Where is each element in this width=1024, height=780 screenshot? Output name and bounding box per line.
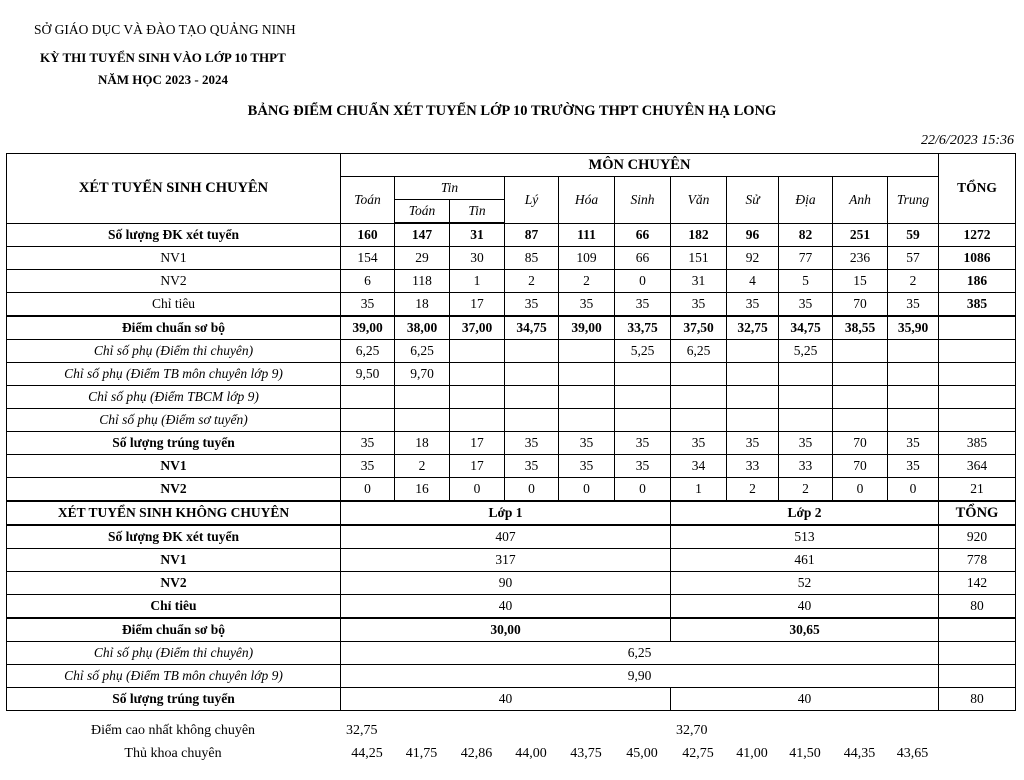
subject-van: Văn <box>671 177 727 224</box>
chuyen-value-cell: 33 <box>727 455 779 478</box>
chuyen-value-cell <box>615 386 671 409</box>
subject-trung: Trung <box>888 177 939 224</box>
chuyen-value-cell: 66 <box>615 247 671 270</box>
chuyen-value-cell: 87 <box>505 223 559 247</box>
chuyen-value-cell <box>395 386 450 409</box>
chuyen-row-label: NV1 <box>7 455 341 478</box>
max-score-class2: 32,70 <box>676 722 708 738</box>
chuyen-value-cell: 34 <box>671 455 727 478</box>
subject-tin-tin: Tin <box>450 200 505 224</box>
chuyen-value-cell: 35 <box>727 293 779 317</box>
chuyen-value-cell: 32,75 <box>727 316 779 340</box>
thu-khoa-score: 44,00 <box>515 745 547 761</box>
chuyen-value-cell: 1 <box>450 270 505 293</box>
chuyen-row-label: NV2 <box>7 478 341 502</box>
chuyen-total-cell: 385 <box>939 432 1016 455</box>
chuyen-total-cell: 385 <box>939 293 1016 317</box>
khong-chuyen-row-label: Chỉ tiêu <box>7 595 341 619</box>
max-score-label: Điểm cao nhất không chuyên <box>90 722 256 738</box>
school-year: NĂM HỌC 2023 - 2024 <box>98 72 228 87</box>
chuyen-value-cell <box>779 386 833 409</box>
class1-value: 90 <box>341 572 671 595</box>
chuyen-value-cell: 2 <box>395 455 450 478</box>
chuyen-value-cell <box>888 340 939 363</box>
chuyen-value-cell: 16 <box>395 478 450 502</box>
chuyen-value-cell: 35 <box>888 455 939 478</box>
chuyen-value-cell: 38,00 <box>395 316 450 340</box>
chuyen-value-cell: 38,55 <box>833 316 888 340</box>
chuyen-value-cell: 0 <box>833 478 888 502</box>
chuyen-value-cell: 160 <box>341 223 395 247</box>
chuyen-value-cell <box>833 340 888 363</box>
thu-khoa-empty <box>938 742 1015 765</box>
chuyen-value-cell: 118 <box>395 270 450 293</box>
total-header: TỔNG <box>939 154 1016 224</box>
chuyen-row-label: Chỉ số phụ (Điểm sơ tuyển) <box>7 409 341 432</box>
footer-table <box>6 719 1015 765</box>
khong-chuyen-total-cell: 142 <box>939 572 1016 595</box>
khong-chuyen-merged-cell: 9,90 <box>341 665 939 688</box>
chuyen-value-cell <box>888 409 939 432</box>
chuyen-value-cell: 39,00 <box>341 316 395 340</box>
chuyen-row-label: Chỉ số phụ (Điểm thi chuyên) <box>7 340 341 363</box>
chuyen-value-cell: 0 <box>615 270 671 293</box>
khong-chuyen-section-label: XÉT TUYỂN SINH KHÔNG CHUYÊN <box>7 501 341 525</box>
thu-khoa-score: 43,65 <box>896 745 929 761</box>
subject-toan: Toán <box>341 177 395 224</box>
chuyen-value-cell: 39,00 <box>559 316 615 340</box>
chuyen-value-cell <box>833 386 888 409</box>
chuyen-value-cell <box>888 386 939 409</box>
thu-khoa-score: 41,75 <box>405 745 438 761</box>
chuyen-value-cell: 15 <box>833 270 888 293</box>
chuyen-value-cell: 182 <box>671 223 727 247</box>
chuyen-value-cell: 0 <box>341 478 395 502</box>
chuyen-value-cell: 6,25 <box>671 340 727 363</box>
chuyen-value-cell: 35 <box>341 432 395 455</box>
chuyen-value-cell <box>559 363 615 386</box>
chuyen-row-label: Chỉ số phụ (Điểm TBCM lớp 9) <box>7 386 341 409</box>
chuyen-value-cell: 96 <box>727 223 779 247</box>
subject-dia: Địa <box>779 177 833 224</box>
khong-chuyen-row-label: Chỉ số phụ (Điểm thi chuyên) <box>7 642 341 665</box>
khong-chuyen-row-label: NV2 <box>7 572 341 595</box>
chuyen-value-cell: 37,50 <box>671 316 727 340</box>
chuyen-value-cell: 85 <box>505 247 559 270</box>
chuyen-value-cell: 77 <box>779 247 833 270</box>
chuyen-value-cell: 236 <box>833 247 888 270</box>
chuyen-value-cell: 35 <box>559 293 615 317</box>
chuyen-value-cell: 154 <box>341 247 395 270</box>
khong-chuyen-total-cell: 778 <box>939 549 1016 572</box>
chuyen-value-cell <box>779 363 833 386</box>
chuyen-value-cell: 17 <box>450 455 505 478</box>
chuyen-value-cell: 18 <box>395 432 450 455</box>
score-table <box>6 153 1016 711</box>
chuyen-value-cell <box>341 409 395 432</box>
chuyen-value-cell: 33 <box>779 455 833 478</box>
thu-khoa-score: 44,25 <box>351 745 383 761</box>
chuyen-value-cell: 0 <box>615 478 671 502</box>
class2-value: 461 <box>671 549 939 572</box>
khong-chuyen-row-label: Điểm chuẩn sơ bộ <box>7 618 341 642</box>
thu-khoa-score: 42,75 <box>682 745 714 761</box>
chuyen-value-cell: 5,25 <box>615 340 671 363</box>
chuyen-value-cell <box>833 409 888 432</box>
chuyen-row-label: Chỉ tiêu <box>7 293 341 317</box>
chuyen-total-cell: 364 <box>939 455 1016 478</box>
thu-khoa-score: 45,00 <box>626 745 658 761</box>
chuyen-value-cell <box>779 409 833 432</box>
thu-khoa-score: 41,00 <box>736 745 768 761</box>
thu-khoa-score: 41,50 <box>789 745 821 761</box>
chuyen-value-cell: 147 <box>395 223 450 247</box>
chuyen-value-cell <box>559 340 615 363</box>
chuyen-value-cell: 251 <box>833 223 888 247</box>
chuyen-total-cell <box>939 409 1016 432</box>
chuyen-value-cell <box>559 409 615 432</box>
chuyen-value-cell: 35 <box>559 432 615 455</box>
khong-chuyen-row-label: Số lượng trúng tuyển <box>7 688 341 711</box>
chuyen-value-cell: 35 <box>341 455 395 478</box>
chuyen-value-cell: 35 <box>505 432 559 455</box>
chuyen-value-cell: 82 <box>779 223 833 247</box>
chuyen-value-cell: 35 <box>505 455 559 478</box>
chuyen-value-cell: 34,75 <box>505 316 559 340</box>
chuyen-value-cell: 34,75 <box>779 316 833 340</box>
chuyen-value-cell: 9,50 <box>341 363 395 386</box>
chuyen-value-cell: 35 <box>615 293 671 317</box>
khong-chuyen-total-cell: 920 <box>939 525 1016 549</box>
exam-name: KỲ THI TUYỂN SINH VÀO LỚP 10 THPT <box>40 50 286 65</box>
chuyen-value-cell <box>727 340 779 363</box>
chuyen-value-cell: 6 <box>341 270 395 293</box>
timestamp: 22/6/2023 15:36 <box>921 133 1014 148</box>
chuyen-value-cell <box>341 386 395 409</box>
subject-tin-toan: Toán <box>395 200 450 224</box>
subject-ly: Lý <box>505 177 559 224</box>
khong-chuyen-row-label: NV1 <box>7 549 341 572</box>
chuyen-value-cell: 70 <box>833 432 888 455</box>
chuyen-value-cell: 2 <box>559 270 615 293</box>
chuyen-value-cell <box>505 340 559 363</box>
chuyen-value-cell: 35 <box>615 432 671 455</box>
subject-hoa: Hóa <box>559 177 615 224</box>
chuyen-value-cell: 31 <box>671 270 727 293</box>
chuyen-value-cell: 1 <box>671 478 727 502</box>
chuyen-value-cell: 33,75 <box>615 316 671 340</box>
khong-chuyen-row-label: Số lượng ĐK xét tuyển <box>7 525 341 549</box>
chuyen-value-cell: 0 <box>888 478 939 502</box>
chuyen-value-cell: 6,25 <box>395 340 450 363</box>
chuyen-total-cell: 1086 <box>939 247 1016 270</box>
chuyen-value-cell: 35 <box>888 293 939 317</box>
chuyen-total-cell <box>939 363 1016 386</box>
chuyen-value-cell: 70 <box>833 293 888 317</box>
chuyen-value-cell <box>833 363 888 386</box>
class2-header: Lớp 2 <box>671 501 939 525</box>
chuyen-value-cell <box>727 363 779 386</box>
chuyen-value-cell: 5,25 <box>779 340 833 363</box>
khong-chuyen-row-label: Chỉ số phụ (Điểm TB môn chuyên lớp 9) <box>7 665 341 688</box>
chuyen-value-cell: 35 <box>671 432 727 455</box>
chuyen-row-label: Số lượng trúng tuyển <box>7 432 341 455</box>
chuyen-value-cell <box>450 340 505 363</box>
chuyen-total-cell: 21 <box>939 478 1016 502</box>
chuyen-total-cell <box>939 340 1016 363</box>
chuyen-section-label: XÉT TUYỂN SINH CHUYÊN <box>7 154 341 224</box>
chuyen-value-cell: 35 <box>341 293 395 317</box>
chuyen-value-cell <box>450 363 505 386</box>
chuyen-value-cell: 5 <box>779 270 833 293</box>
chuyen-value-cell: 29 <box>395 247 450 270</box>
chuyen-value-cell: 2 <box>505 270 559 293</box>
chuyen-value-cell: 4 <box>727 270 779 293</box>
chuyen-row-label: NV1 <box>7 247 341 270</box>
chuyen-value-cell: 59 <box>888 223 939 247</box>
chuyen-value-cell: 17 <box>450 293 505 317</box>
chuyen-value-cell <box>727 409 779 432</box>
chuyen-value-cell: 35 <box>779 432 833 455</box>
subject-anh: Anh <box>833 177 888 224</box>
class2-value: 40 <box>671 595 939 619</box>
class1-value: 407 <box>341 525 671 549</box>
chuyen-value-cell: 2 <box>888 270 939 293</box>
chuyen-value-cell: 35 <box>671 293 727 317</box>
subject-tin: Tin <box>395 177 505 200</box>
chuyen-value-cell: 35 <box>559 455 615 478</box>
chuyen-value-cell: 30 <box>450 247 505 270</box>
chuyen-value-cell: 35 <box>615 455 671 478</box>
chuyen-value-cell: 35 <box>779 293 833 317</box>
chuyen-value-cell <box>450 386 505 409</box>
chuyen-value-cell <box>505 386 559 409</box>
chuyen-value-cell <box>395 409 450 432</box>
chuyen-value-cell: 70 <box>833 455 888 478</box>
chuyen-value-cell <box>727 386 779 409</box>
chuyen-value-cell: 35,90 <box>888 316 939 340</box>
department-name: SỞ GIÁO DỤC VÀ ĐÀO TẠO QUẢNG NINH <box>34 22 296 37</box>
subject-group-label: MÔN CHUYÊN <box>341 154 939 177</box>
chuyen-value-cell: 17 <box>450 432 505 455</box>
chuyen-value-cell <box>671 363 727 386</box>
chuyen-value-cell <box>505 363 559 386</box>
chuyen-row-label: Chỉ số phụ (Điểm TB môn chuyên lớp 9) <box>7 363 341 386</box>
chuyen-row-label: Số lượng ĐK xét tuyển <box>7 223 341 247</box>
khong-chuyen-total-cell <box>939 642 1016 665</box>
chuyen-value-cell: 2 <box>779 478 833 502</box>
class1-value: 40 <box>341 688 671 711</box>
khong-chuyen-total-cell <box>939 618 1016 642</box>
chuyen-total-cell: 1272 <box>939 223 1016 247</box>
chuyen-value-cell <box>450 409 505 432</box>
chuyen-value-cell: 35 <box>888 432 939 455</box>
class2-value: 52 <box>671 572 939 595</box>
chuyen-value-cell <box>615 363 671 386</box>
chuyen-value-cell <box>615 409 671 432</box>
chuyen-value-cell: 6,25 <box>341 340 395 363</box>
chuyen-value-cell: 151 <box>671 247 727 270</box>
class2-value: 40 <box>671 688 939 711</box>
class1-value: 317 <box>341 549 671 572</box>
chuyen-value-cell: 109 <box>559 247 615 270</box>
chuyen-value-cell <box>505 409 559 432</box>
chuyen-row-label: NV2 <box>7 270 341 293</box>
subject-sinh: Sinh <box>615 177 671 224</box>
khong-chuyen-total-cell: 80 <box>939 688 1016 711</box>
chuyen-value-cell: 18 <box>395 293 450 317</box>
chuyen-total-cell <box>939 316 1016 340</box>
khong-chuyen-total-cell: 80 <box>939 595 1016 619</box>
thu-khoa-score: 43,75 <box>570 745 602 761</box>
class2-value: 513 <box>671 525 939 549</box>
chuyen-value-cell: 2 <box>727 478 779 502</box>
chuyen-value-cell: 57 <box>888 247 939 270</box>
chuyen-value-cell: 111 <box>559 223 615 247</box>
chuyen-value-cell <box>671 409 727 432</box>
class1-value: 30,00 <box>341 618 671 642</box>
document-title: BẢNG ĐIỂM CHUẨN XÉT TUYỂN LỚP 10 TRƯỜNG THPT CHUYÊN HẠ LONG <box>247 103 777 119</box>
thu-khoa-score: 44,35 <box>843 745 876 761</box>
chuyen-value-cell: 35 <box>505 293 559 317</box>
chuyen-value-cell <box>559 386 615 409</box>
chuyen-value-cell: 0 <box>450 478 505 502</box>
chuyen-total-cell: 186 <box>939 270 1016 293</box>
max-score-class1: 32,75 <box>346 722 378 738</box>
chuyen-value-cell: 0 <box>505 478 559 502</box>
chuyen-value-cell: 35 <box>727 432 779 455</box>
class1-header: Lớp 1 <box>341 501 671 525</box>
thu-khoa-score: 42,86 <box>460 745 493 761</box>
chuyen-value-cell: 37,00 <box>450 316 505 340</box>
total-header-2: TỔNG <box>939 501 1016 525</box>
chuyen-value-cell: 66 <box>615 223 671 247</box>
khong-chuyen-total-cell <box>939 665 1016 688</box>
chuyen-value-cell: 31 <box>450 223 505 247</box>
khong-chuyen-merged-cell: 6,25 <box>341 642 939 665</box>
thu-khoa-label: Thủ khoa chuyên <box>124 745 222 761</box>
chuyen-total-cell <box>939 386 1016 409</box>
chuyen-value-cell: 9,70 <box>395 363 450 386</box>
chuyen-value-cell: 0 <box>559 478 615 502</box>
subject-su: Sử <box>727 177 779 224</box>
chuyen-value-cell <box>671 386 727 409</box>
class1-value: 40 <box>341 595 671 619</box>
chuyen-row-label: Điểm chuẩn sơ bộ <box>7 316 341 340</box>
chuyen-value-cell <box>888 363 939 386</box>
chuyen-value-cell: 92 <box>727 247 779 270</box>
class2-value: 30,65 <box>671 618 939 642</box>
